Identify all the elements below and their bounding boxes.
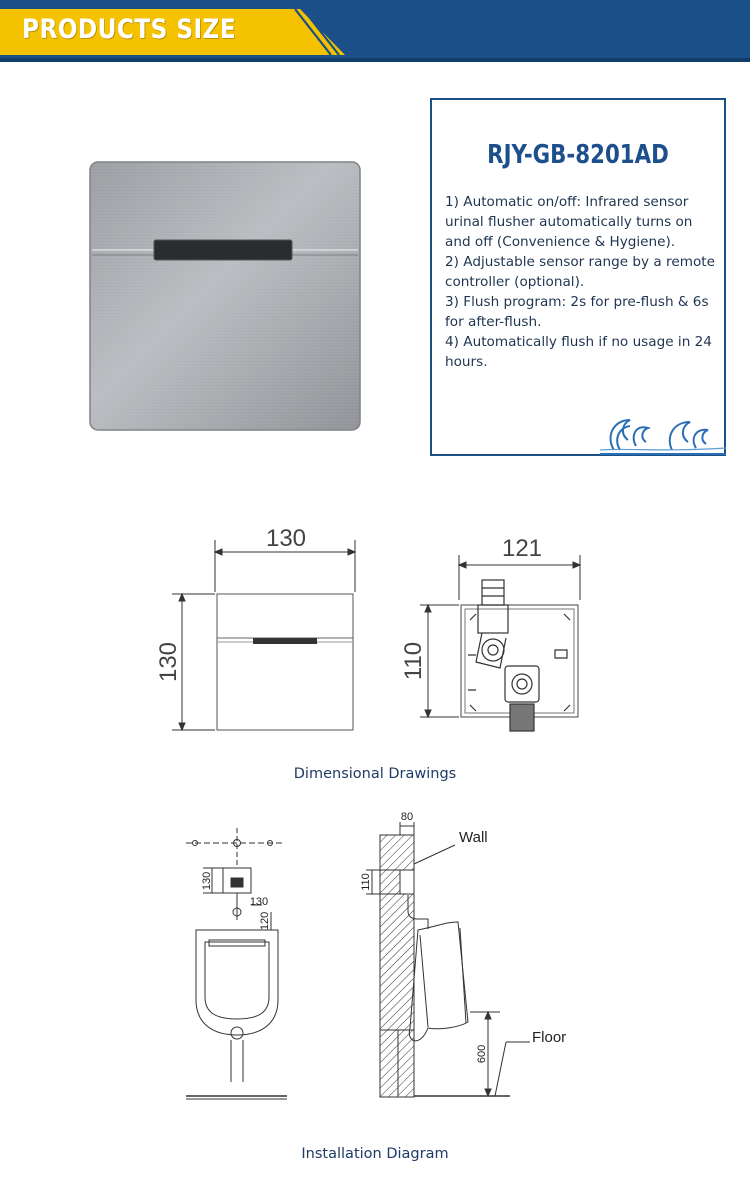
feature-item: 3) Flush program: 2s for pre-flush & 6s for after-flush.: [445, 294, 709, 330]
feature-item: 4) Automatically flush if no usage in 24 hours.: [445, 334, 712, 370]
banner-stripes-icon: [290, 9, 350, 55]
dimensional-drawings: [0, 520, 750, 750]
dimensional-drawings-caption: Dimensional Drawings: [293, 766, 457, 782]
installation-diagram: [0, 805, 750, 1110]
install-dim-110: 110: [360, 873, 372, 891]
install-dim-120: 120: [259, 911, 271, 931]
feature-list: [445, 192, 717, 372]
installation-diagram-caption: Installation Diagram: [301, 1146, 449, 1162]
wall-label: Wall: [459, 829, 488, 846]
wave-logo-icon: [600, 408, 726, 456]
banner-title: PRODUCTS SIZE: [22, 14, 237, 45]
front-height-label: 130: [155, 641, 182, 683]
feature-item: 1) Automatic on/off: Infrared sensor urinal flusher automatically turns on and off (Convenience & Hygiene).: [445, 194, 693, 250]
product-photo: [86, 158, 364, 434]
install-dim-600: 600: [476, 1044, 488, 1064]
banner-divider: [0, 58, 750, 62]
install-dim-width: 130: [249, 896, 269, 908]
back-width-label: 121: [501, 535, 543, 562]
feature-item: 2) Adjustable sensor range by a remote controller (optional).: [445, 254, 715, 290]
back-height-label: 110: [400, 641, 427, 681]
install-dim-height: 130: [201, 871, 213, 891]
model-title: RJY-GB-8201AD: [487, 140, 669, 170]
install-dim-80: 80: [400, 811, 414, 823]
front-width-label: 130: [265, 525, 307, 552]
header-banner: [0, 0, 750, 62]
product-info-card: [430, 98, 726, 456]
floor-label: Floor: [532, 1029, 567, 1046]
